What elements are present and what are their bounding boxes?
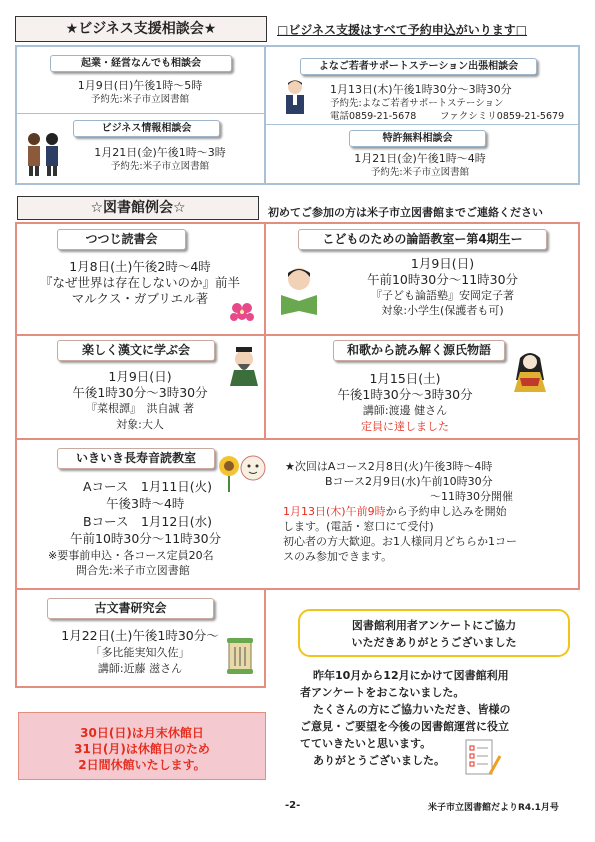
- patent-date: 1月21日(金)午後1時～4時: [354, 152, 486, 165]
- business-people-illustration: [22, 130, 64, 178]
- survey-text-4: ご意見・ご要望を今後の図書館運営に役立: [300, 720, 509, 733]
- youth-fax: ファクシミリ0859-21-5679: [440, 111, 565, 122]
- ikiiki-next-a: ★次回はAコース2月8日(火)午後3時～4時: [285, 460, 493, 473]
- ikiiki-next-b-end: ～11時30分開催: [430, 490, 513, 503]
- ikiiki-next-b: Bコース2月9日(水)午前10時30分: [325, 475, 493, 488]
- youth-tel: 電話0859-21-5678: [330, 111, 417, 122]
- info-date: 1月21日(金)午後1時～3時: [94, 146, 226, 159]
- kanbun-date: 1月9日(日): [108, 369, 172, 384]
- ikiiki-apply-line4: スのみ参加できます。: [283, 550, 393, 563]
- confucius-illustration: [226, 346, 262, 386]
- survey-text-6: ありがとうございました。: [313, 754, 445, 767]
- ikiiki-course-a-time: 午後3時～4時: [106, 496, 185, 511]
- heian-lady-illustration: [510, 350, 550, 392]
- youth-contact: 予約先:よなご若者サポートステーション: [330, 98, 504, 109]
- survey-title-line1: 図書館利用者アンケートにご協力: [351, 619, 517, 632]
- ikiiki-contact: 問合先:米子市立図書館: [76, 564, 190, 577]
- survey-text-5: てていきたいと思います。: [300, 737, 432, 750]
- rongo-date: 1月9日(日): [410, 256, 475, 271]
- ikiiki-apply-text: から予約申し込みを開始: [385, 505, 507, 518]
- lion-flower-illustration: [217, 452, 267, 494]
- rongo-class-title: こどものための論語教室ー第4期生ー: [298, 229, 547, 250]
- scroll-document-icon: [225, 638, 255, 674]
- kanbun-time: 午後1時30分～3時30分: [72, 385, 208, 400]
- patent-contact: 予約先:米子市立図書館: [370, 167, 470, 178]
- ikiiki-course-b-time: 午前10時30分～11時30分: [70, 531, 222, 546]
- ikiiki-note: ※要事前申込・各コース定員20名: [48, 549, 214, 562]
- divider: [16, 113, 265, 114]
- tsutsuji-title: つつじ読書会: [57, 229, 186, 250]
- genji-full-notice: 定員に達しました: [361, 420, 449, 433]
- genji-time: 午後1時30分～3時30分: [337, 387, 473, 402]
- genji-date: 1月15日(土): [369, 371, 441, 386]
- genji-title: 和歌から読み解く源氏物語: [333, 340, 505, 361]
- kanbun-book: 『菜根譚』 洪自誠 著: [86, 402, 194, 415]
- genji-lecturer: 講師:渡邊 健さん: [362, 404, 448, 417]
- ikiiki-apply-date: 1月13日(木)午前9時: [283, 505, 386, 518]
- closed-line-3: 2日間休館いたします。: [78, 758, 206, 772]
- ikiiki-apply-line2: します。(電話・窓口にて受付): [283, 520, 434, 533]
- child-reading-illustration: [277, 265, 321, 317]
- library-events-title: ☆図書館例会☆: [17, 196, 259, 220]
- komonjo-title: 古文書研究会: [47, 598, 214, 619]
- business-section-title: ★ビジネス支援相談会★: [15, 16, 267, 42]
- youth-support-title: よなご若者サポートステーション出張相談会: [300, 58, 537, 75]
- tsutsuji-author: マルクス・ガブリエル著: [71, 291, 209, 306]
- ikiiki-course-b-date: Bコース 1月12日(水): [83, 514, 213, 529]
- komonjo-document: 「多比能実知久佐」: [90, 646, 190, 659]
- komonjo-lecturer: 講師:近藤 滋さん: [97, 662, 183, 675]
- survey-text-3: たくさんの方にご協力いただき、皆様の: [313, 703, 511, 716]
- kanbun-target: 対象:大人: [116, 418, 164, 431]
- ikiiki-apply: [283, 504, 507, 519]
- divider: [265, 124, 579, 125]
- startup-consult-title: 起業・経営なんでも相談会: [50, 55, 232, 72]
- startup-date: 1月9日(日)午後1時～5時: [77, 79, 203, 92]
- page-number: -2-: [285, 800, 301, 811]
- survey-text-1: 昨年10月から12月にかけて図書館利用: [313, 669, 509, 682]
- survey-sheet-illustration: [460, 736, 502, 778]
- survey-text-2: 者アンケートをおこないました。: [300, 686, 465, 699]
- youth-date: 1月13日(木)午後1時30分～3時30分: [330, 83, 512, 96]
- azalea-flower-icon: [228, 300, 256, 326]
- tsutsuji-date: 1月8日(土)午後2時～4時: [69, 259, 211, 274]
- tsutsuji-book: 『なぜ世界は存在しないのか』前半: [39, 275, 240, 290]
- rongo-target: 対象:小学生(保護者も可): [381, 304, 504, 317]
- rongo-book: 『子ども論語塾』安岡定子著: [371, 289, 514, 302]
- rongo-time: 午前10時30分～11時30分: [366, 272, 519, 287]
- newsletter-source: 米子市立図書館だよりR4.1月号: [428, 803, 559, 813]
- kanbun-title: 楽しく漢文に学ぶ会: [57, 340, 215, 361]
- info-consult-title: ビジネス情報相談会: [73, 120, 220, 137]
- counselor-illustration: [280, 78, 310, 116]
- ikiiki-course-a-date: Aコース 1月11日(火): [83, 479, 213, 494]
- startup-contact: 予約先:米子市立図書館: [90, 94, 190, 105]
- komonjo-date: 1月22日(土)午後1時30分～: [61, 628, 219, 643]
- business-notice: □ビジネス支援はすべて予約申込がいります□: [277, 23, 528, 37]
- library-events-notice: 初めてご参加の方は米子市立図書館までご連絡ください: [268, 206, 543, 219]
- closed-line-2: 31日(月)は休館日のため: [74, 742, 210, 756]
- survey-title-line2: いただきありがとうございました: [351, 636, 517, 649]
- closed-line-1: 30日(日)は月末休館日: [80, 726, 204, 740]
- info-contact: 予約先:米子市立図書館: [110, 161, 210, 172]
- patent-consult-title: 特許無料相談会: [349, 130, 486, 147]
- ikiiki-title: いきいき長寿音読教室: [57, 448, 215, 469]
- ikiiki-apply-line3: 初心者の方大歓迎。お1人様同月どちらか1コー: [283, 535, 517, 548]
